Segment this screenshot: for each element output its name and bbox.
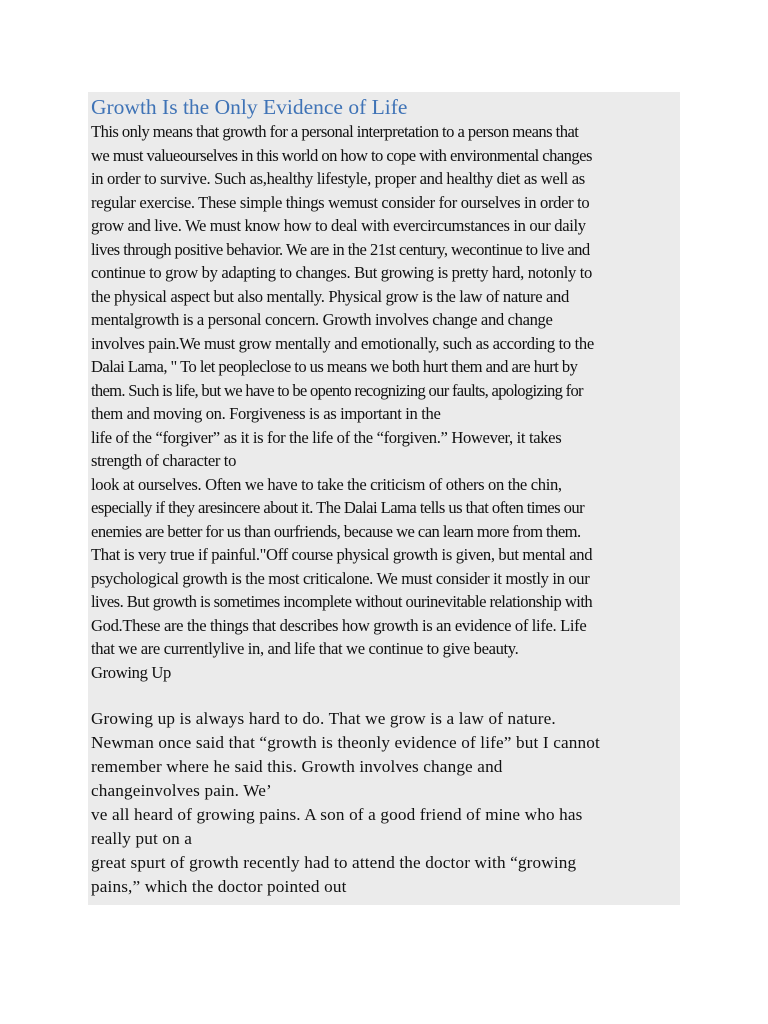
text-line: strength of character to: [91, 451, 237, 470]
text-line: remember where he said this. Growth involves change and: [91, 757, 503, 776]
text-line: that we are currentlylive in, and life that we continue to give beauty.: [91, 639, 519, 658]
text-line: great spurt of growth recently had to attend the doctor with “growing: [91, 853, 577, 872]
text-line: regular exercise. These simple things wemust consider for ourselves in order to: [91, 192, 590, 212]
section-heading: Growing Up: [91, 662, 171, 682]
text-line: Newman once said that “growth is theonly evidence of life” but I cannot: [91, 733, 600, 752]
text-line: lives through positive behavior. We are in the 21st century, wecontinue to live and: [91, 239, 590, 259]
text-line: Dalai Lama, " To let peopleclose to us means we both hurt them and are hurt by: [91, 357, 578, 376]
text-line: especially if they aresincere about it. The Dalai Lama tells us that often times our: [91, 498, 585, 517]
text-line: This only means that growth for a personal interpretation to a person means that: [91, 122, 579, 141]
text-line: continue to grow by adapting to changes. But growing is pretty hard, notonly to: [91, 263, 592, 282]
text-line: life of the “forgiver” as it is for the life of the “forgiven.” However, it takes: [91, 427, 562, 447]
text-line: really put on a: [91, 829, 193, 848]
paragraph-gap: [91, 684, 680, 707]
text-line: lives. But growth is sometimes incomplete without ourinevitable relationship with: [91, 592, 593, 611]
text-line: mentalgrowth is a personal concern. Growth involves change and change: [91, 310, 553, 329]
text-line: psychological growth is the most criticalone. We must consider it mostly in our: [91, 568, 590, 588]
text-line: involves pain.We must grow mentally and emotionally, such as according to the: [91, 333, 594, 353]
text-line: God.These are the things that describes how growth is an evidence of life. Life: [91, 615, 587, 635]
text-line: in order to survive. Such as,healthy lifestyle, proper and healthy diet as well as: [91, 169, 585, 188]
document-page: [88, 92, 680, 905]
text-line: them. Such is life, but we have to be opento recognizing our faults, apologizing for: [91, 380, 583, 400]
text-line: ve all heard of growing pains. A son of a good friend of mine who has: [91, 805, 583, 824]
text-line: Growing up is always hard to do. That we grow is a law of nature.: [91, 709, 556, 728]
section-2-body: [91, 707, 680, 899]
text-line: changeinvolves pain. We’: [91, 781, 272, 800]
text-line: enemies are better for us than ourfriends, because we can learn more from them.: [91, 521, 581, 541]
text-line: grow and live. We must know how to deal with evercircumstances in our daily: [91, 216, 586, 235]
text-line: we must valueourselves in this world on how to cope with environmental changes: [91, 145, 592, 165]
text-line: the physical aspect but also mentally. Physical grow is the law of nature and: [91, 286, 569, 306]
text-line: That is very true if painful."Off course physical growth is given, but mental and: [91, 545, 593, 564]
text-line: look at ourselves. Often we have to take the criticism of others on the chin,: [91, 474, 562, 494]
document-title: Growth Is the Only Evidence of Life: [91, 95, 408, 119]
section-1-body: [91, 120, 680, 684]
text-line: them and moving on. Forgiveness is as important in the: [91, 404, 441, 423]
text-line: pains,” which the doctor pointed out: [91, 877, 347, 896]
